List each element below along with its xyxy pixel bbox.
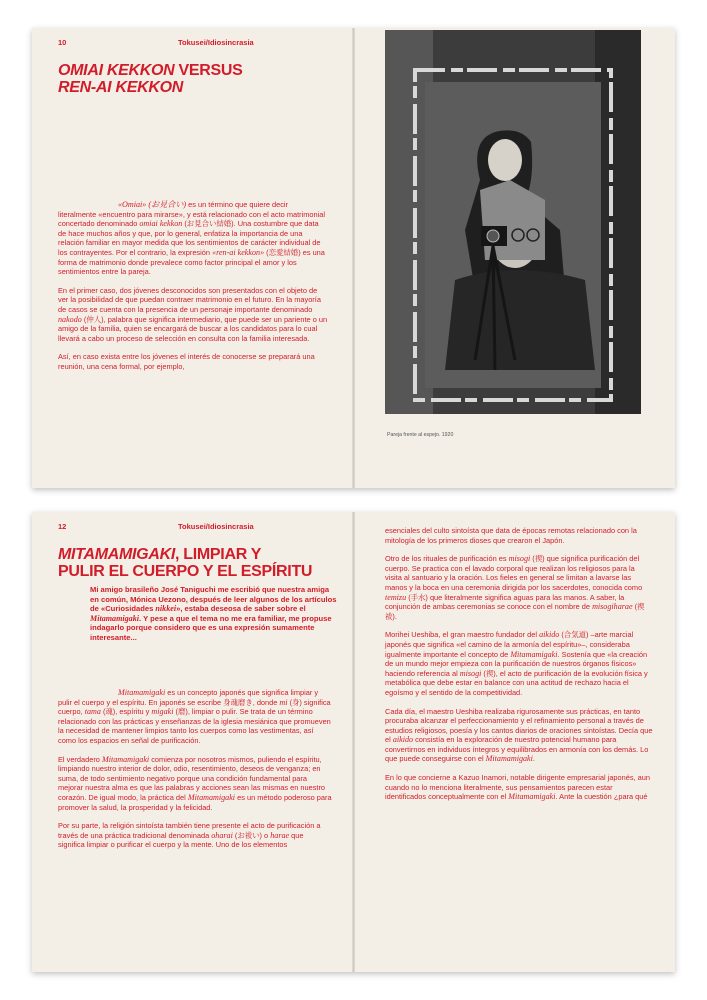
text-run: Otro de los rituales de purificación es bbox=[385, 554, 509, 564]
text-run: Morihei Ueshiba, el gran maestro fundador del bbox=[385, 630, 540, 640]
text-run: aikido bbox=[392, 735, 414, 745]
book-spread-bottom bbox=[32, 512, 675, 972]
page-13 bbox=[355, 512, 675, 972]
page-number: 10 bbox=[58, 38, 67, 47]
page-number: 12 bbox=[58, 522, 67, 531]
paragraph bbox=[58, 688, 332, 746]
text-run: (磨), limpiar o pulir. Se trata de un término relacionado con las prácticas y enseñanzas de la iglesia mesiánica que promueven la necesidad de mantener limpios tanto los cuerpos como las vestimentas, así como los espacios en señal de purificación. bbox=[58, 707, 331, 745]
text-run: Cada día, el maestro Ueshiba realizaba rigurosamente sus prácticas, en tanto procuraba alcanzar el perfeccionamiento y el refinamiento personal a través de estudios religiosos, poesía y los cantos diarios de oraciones sintoístas. Decía que el bbox=[385, 706, 653, 745]
photo-caption: Pareja frente al espejo. 1920 bbox=[387, 432, 454, 438]
paragraph bbox=[58, 821, 332, 850]
text-run: (手水) que literalmente significa aguas para las manos. A saber, la conjunción de ambas ceremonias se conoce con el nombre de bbox=[385, 592, 625, 612]
running-header bbox=[58, 522, 326, 534]
text-run: Mitamamigaki bbox=[90, 613, 140, 623]
text-run: Mitamamigaki bbox=[187, 792, 236, 802]
running-header bbox=[58, 38, 326, 50]
text-run: Mitamamigaki bbox=[508, 792, 556, 802]
text-run: (魂), espíritu y bbox=[100, 707, 152, 717]
text-run: tama bbox=[84, 707, 101, 717]
text-run: oharai bbox=[211, 830, 233, 840]
text-run: es un método poderoso para promover la salud, la prosperidad y la felicidad. bbox=[58, 792, 332, 812]
paragraph bbox=[58, 200, 328, 277]
text-run: (禊) que significa purificación del cuerpo. Se practica con el lavado corporal que realizan los religiosos para la visita al santuario y la oración. Los fieles en general se limitan a lavarse las manos y la boca en una ceremonia dirigida por los sacerdotes, conocida como bbox=[385, 554, 643, 592]
text-run: nikkei bbox=[155, 604, 177, 614]
text-run: (禊祓). bbox=[385, 602, 645, 621]
text-run: Mitamamigaki bbox=[485, 754, 533, 764]
text-run: En el primer caso, dos jóvenes desconocidos son presentados con el objeto de ver la posibilidad de que puedan contraer matrimonio en el futuro. En la mayoría de casos se cuenta con la presencia de un personaje importante denominado bbox=[58, 285, 321, 314]
body-text bbox=[385, 526, 653, 811]
text-run: «ren-ai kekkon» bbox=[212, 247, 265, 257]
text-run: misogi bbox=[508, 554, 531, 564]
text-run: Mitamamigaki bbox=[101, 754, 150, 764]
text-run: (身) significa cuerpo, bbox=[58, 697, 331, 717]
section-name: Tokusei/Idiosincrasia bbox=[178, 38, 254, 47]
text-run: consistía en la exploración de nuestro potencial humano para convertirnos en individuos íntegros y equilibrados en armonía con los demás. Lo que puede conseguirse con el bbox=[385, 735, 649, 764]
text-run: omiai kekkon bbox=[139, 219, 183, 229]
text-run: Por su parte, la religión sintoísta también tiene presente el acto de purificación a través de una práctica tradicional denominada bbox=[58, 821, 321, 840]
photo-couple-mirror bbox=[385, 30, 641, 414]
text-run: es un concepto japonés que significa limpiar y pulir el cuerpo y el espíritu. En japonés se escribe 身魂磨き, donde bbox=[58, 688, 319, 707]
text-run: Mitamamigaki bbox=[510, 649, 558, 659]
paragraph bbox=[58, 286, 328, 344]
text-run: es un término que quiere decir literalmente «encuentro para mirarse», y está relacionado con el acto matrimonial concertado denominado bbox=[58, 200, 326, 229]
text-run: comienza por nosotros mismos, puliendo el espíritu, limpiando nuestro interior de dolor, odio, resentimiento, deseos de venganza; en suma, de todo sentimiento negativo porque una condición fundamental para mejorar nuestra alma es que las palabras y acciones sean las mismas en nuestro corazón. De igual modo, la práctica del bbox=[58, 754, 326, 802]
paragraph bbox=[385, 630, 653, 697]
paragraph bbox=[385, 526, 653, 545]
text-run: migaki bbox=[151, 707, 174, 717]
page-11 bbox=[355, 28, 675, 488]
text-run: (お見合い結婚). Una costumbre que data de hace muchos años y que, por lo general, enfatiza la importancia de una relación familiar en mayor medida que los sentimientos de carácter individual de los contrayentes. Por el contrario, la expresión bbox=[58, 219, 321, 257]
intro-text bbox=[90, 585, 340, 643]
body-text bbox=[58, 200, 328, 381]
text-run: », estaba deseosa de saber sobre el bbox=[176, 604, 306, 614]
text-run: (恋愛結婚) es una forma de matrimonio donde prevalece como factor principal el amor y los sentimientos entre la pareja. bbox=[58, 247, 325, 277]
book-spread-top bbox=[32, 28, 675, 488]
text-run: . Y pese a que el tema no me era familiar, me propuse indagarlo porque considero que es una expresión sumamente interesante... bbox=[90, 613, 332, 642]
text-run: «Omiai» (お見合い) bbox=[118, 200, 187, 209]
text-run: esenciales del culto sintoísta que data de épocas remotas relacionado con la mitología de los primeros dioses que crearon el Japón. bbox=[385, 526, 637, 545]
paragraph bbox=[58, 352, 328, 371]
text-run: temizu bbox=[385, 592, 407, 602]
text-run: harae bbox=[270, 830, 290, 840]
text-run: (仲人), palabra que significa intermediario, que puede ser un pariente o un amigo de la familia, quien se encargará de buscar a los candidatos para lo cual llevará a cabo un proceso de selección en consulta con la familia interesada. bbox=[58, 314, 328, 343]
text-run: Así, en caso exista entre los jóvenes el interés de conocerse se preparará una reunión, una cena formal, por ejemplo, bbox=[58, 352, 315, 371]
paragraph bbox=[58, 755, 332, 813]
text-run: (お祓い) o bbox=[232, 830, 271, 840]
article-title: MITAMAMIGAKI, LIMPIAR Y PULIR EL CUERPO Y EL ESPÍRITU bbox=[58, 546, 313, 580]
text-run: aikido bbox=[539, 630, 560, 640]
photo-illustration bbox=[385, 30, 641, 414]
text-run: misogi bbox=[459, 668, 482, 678]
section-name: Tokusei/Idiosincrasia bbox=[178, 522, 254, 531]
text-run: misogiharae bbox=[592, 602, 633, 612]
text-run: . Ante la cuestión ¿para qué bbox=[555, 792, 648, 802]
paragraph bbox=[385, 707, 653, 765]
text-run: (合気道) –arte marcial japonés que significa «el camino de la armonía del espíritu»–, consideraba igualmente importante el concepto de bbox=[385, 630, 634, 659]
text-run: mi bbox=[279, 697, 288, 707]
page-12 bbox=[32, 512, 352, 972]
text-run: Mitamamigaki bbox=[118, 688, 166, 697]
text-run: En lo que concierne a Kazuo Inamori, notable dirigente empresarial japonés, aun cuando no lo menciona literalmente, sus pensamientos parecen estar identificados conceptualmente con el bbox=[385, 773, 650, 802]
text-run: Mi amigo brasileño José Taniguchi me escribió que nuestra amiga en común, Mónica Uezono, después de leer algunos de los artículos de «Curiosidades bbox=[90, 585, 337, 614]
paragraph bbox=[385, 773, 653, 802]
text-run: (禊), el acto de purificación de la evolución física y metabólica que debe estar en balance con una actitud de rechazo hacia el egoísmo y el sentido de la competitividad. bbox=[385, 668, 648, 697]
article-title: OMIAI KEKKON VERSUS REN-AI KEKKON bbox=[58, 62, 243, 96]
text-run: que significa limpiar o purificar el cuerpo y la mente. Uno de los elementos bbox=[58, 830, 304, 850]
page-10 bbox=[32, 28, 352, 488]
text-run: . Sostenía que «la creación de un mundo mejor empieza con la purificación de nuestros órganos físicos» haciendo referencia al bbox=[385, 649, 648, 678]
text-run: nakodo bbox=[58, 314, 82, 324]
body-text bbox=[58, 688, 332, 859]
paragraph bbox=[385, 554, 653, 621]
text-run: . bbox=[532, 754, 535, 764]
text-run: El verdadero bbox=[58, 754, 102, 764]
